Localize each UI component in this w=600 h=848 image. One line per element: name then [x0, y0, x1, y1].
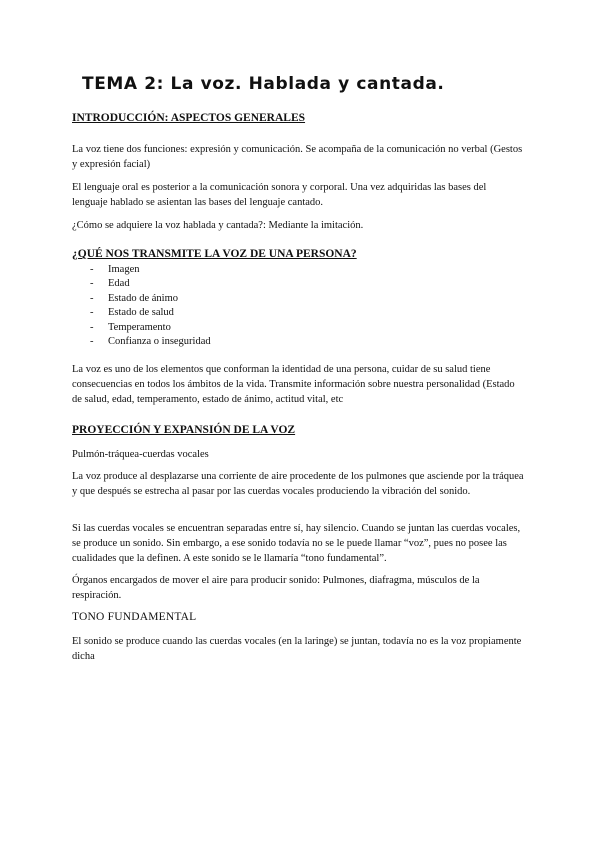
transmite-list — [72, 263, 211, 349]
list-item-label: Confianza o inseguridad — [108, 335, 211, 347]
heading-tono-fundamental: TONO FUNDAMENTAL — [72, 611, 197, 623]
list-item-label: Estado de ánimo — [108, 292, 178, 304]
paragraph-adquisicion: ¿Cómo se adquiere la voz hablada y cantada?: Mediante la imitación. — [72, 220, 364, 231]
paragraph-identidad: La voz es uno de los elementos que conforman la identidad de una persona, cuidar de su salud tiene consecuencias en todos los ámbitos de la vida. Transmite información sobre nuestra personalidad (Estado de salud, edad, temperamento, estado de ánimo, actitud vital, etc — [72, 364, 515, 405]
paragraph-funciones: La voz tiene dos funciones: expresión y comunicación. Se acompaña de la comunicación no verbal (Gestos y expresión facial) — [72, 144, 523, 170]
dash-bullet: - — [90, 335, 94, 347]
list-item — [72, 321, 211, 335]
dash-bullet: - — [90, 278, 94, 290]
list-item-label: Temperamento — [108, 321, 171, 333]
paragraph-organos: Órganos encargados de mover el aire para producir sonido: Pulmones, diafragma, músculos de la respiración. — [72, 575, 480, 601]
list-item — [72, 292, 211, 306]
paragraph-sonido: El sonido se produce cuando las cuerdas vocales (en la laringe) se juntan, todavía no es la voz propiamente dicha — [72, 636, 522, 662]
list-item-label: Estado de salud — [108, 307, 174, 319]
list-item-label: Edad — [108, 278, 130, 290]
dash-bullet: - — [90, 307, 94, 319]
dash-bullet: - — [90, 264, 94, 275]
list-item — [72, 306, 211, 320]
heading-que-nos-transmite: ¿QUÉ NOS TRANSMITE LA VOZ DE UNA PERSONA? — [72, 248, 357, 260]
dash-bullet: - — [90, 292, 94, 304]
list-item — [72, 335, 211, 349]
paragraph-lenguaje-oral: El lenguaje oral es posterior a la comunicación sonora y corporal. Una vez adquiridas las bases del lenguaje hablado se asientan las bases del lenguaje cantado. — [72, 182, 487, 208]
list-item-label: Imagen — [108, 264, 140, 275]
dash-bullet: - — [90, 321, 94, 333]
paragraph-cuerdas-vocales: Si las cuerdas vocales se encuentran separadas entre sí, hay silencio. Cuando se juntan las cuerdas vocales, se produce un sonido. Sin embargo, a ese sonido todavía no se le puede llamar “voz”, pues no posee las cualidades que la definen. A este sonido se le llamaría “tono fundamental”. — [72, 523, 521, 564]
paragraph-corriente-aire: La voz produce al desplazarse una corriente de aire procedente de los pulmones que asciende por la tráquea y que después se estrecha al pasar por las cuerdas vocales produciendo la vibración del sonido. — [72, 471, 524, 497]
heading-proyeccion: PROYECCIÓN Y EXPANSIÓN DE LA VOZ — [72, 424, 296, 436]
list-item — [72, 263, 211, 277]
list-item — [72, 277, 211, 291]
paragraph-pulmon-traquea: Pulmón-tráquea-cuerdas vocales — [72, 449, 209, 460]
heading-introduccion: INTRODUCCIÓN: ASPECTOS GENERALES — [72, 112, 306, 124]
page-title: TEMA 2: La voz. Hablada y cantada. — [82, 74, 445, 94]
